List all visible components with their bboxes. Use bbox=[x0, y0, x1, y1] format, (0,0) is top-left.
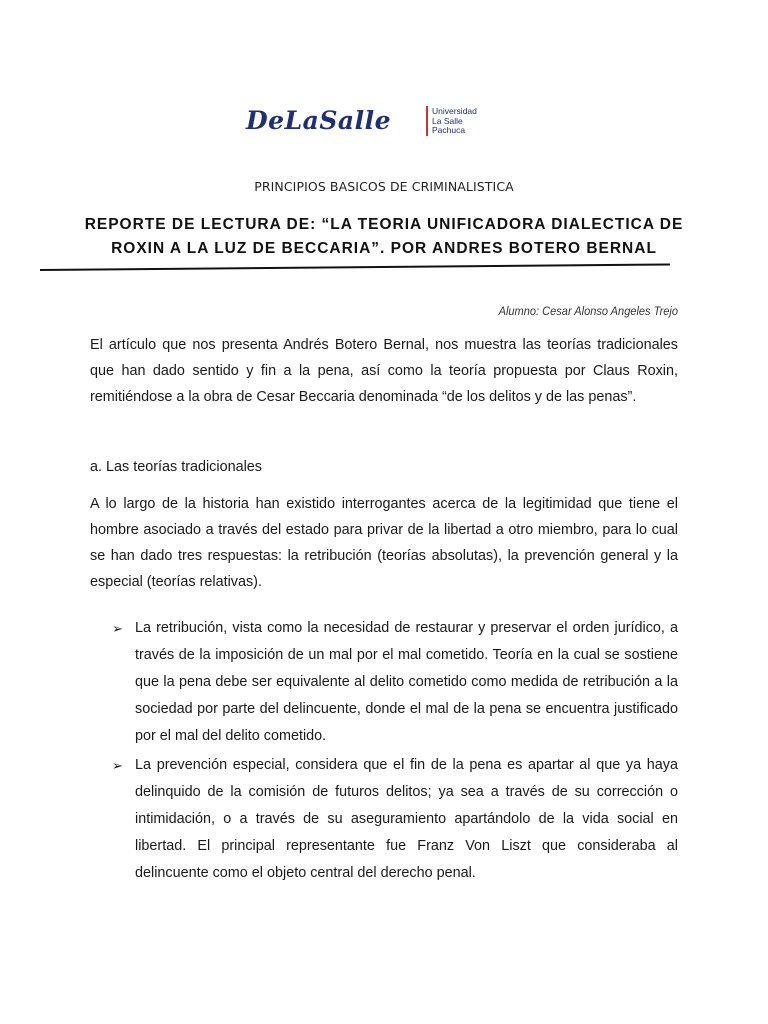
arrow-bullet-icon: ➢ bbox=[112, 621, 123, 636]
course-name: PRINCIPIOS BASICOS DE CRIMINALISTICA bbox=[254, 179, 514, 194]
arrow-bullet-icon: ➢ bbox=[112, 758, 123, 773]
section-paragraph: A lo largo de la historia han existido interrogantes acerca de la legitimidad que tiene el hombre asociado a través del estado para privar de la libertad a otro miembro, para lo cual se han dado tres respuestas: la retribución (teorías absolutas), la prevención general y la especial (teorías relativas). bbox=[90, 496, 678, 590]
logo-script: DeLaSalle bbox=[246, 106, 392, 135]
author-line: Alumno: Cesar Alonso Angeles Trejo bbox=[498, 304, 678, 318]
university-logo bbox=[246, 104, 506, 142]
bullet-list bbox=[90, 615, 678, 889]
list-item bbox=[90, 752, 678, 887]
logo-divider bbox=[426, 106, 428, 136]
report-title: REPORTE DE LECTURA DE: “LA TEORIA UNIFICADORA DIALECTICA DE ROXIN A LA LUZ DE BECCARIA”. POR ANDRES BOTERO BERNAL bbox=[84, 216, 684, 257]
title-rule bbox=[40, 264, 670, 271]
logo-line-2: La Salle bbox=[432, 115, 463, 126]
bullet-text: La prevención especial, considera que el fin de la pena es apartar al que ya haya delinquido de la comisión de futuros delitos; ya sea a través de su corrección o intimidación, o a través de su aseguramiento apartándolo de la vida social en libertad. El principal representante fue Franz Von Liszt que consideraba al delincuente como el objeto central del derecho penal. bbox=[135, 757, 678, 881]
logo-line-3: Pachuca bbox=[432, 125, 466, 135]
list-item bbox=[90, 615, 678, 750]
logo-line-1: Universidad bbox=[432, 106, 477, 116]
logo-text bbox=[432, 107, 477, 136]
bullet-text: La retribución, vista como la necesidad de restaurar y preservar el orden jurídico, a través de la imposición de un mal por el mal cometido. Teoría en la cual se sostiene que la pena debe ser equivalente al delito cometido como medida de retribución a la sociedad por parte del delincuente, donde el mal de la pena se encuentra justificado por el mal del delito cometido. bbox=[135, 620, 678, 744]
section-heading: a. Las teorías tradicionales bbox=[90, 459, 262, 475]
intro-paragraph: El artículo que nos presenta Andrés Botero Bernal, nos muestra las teorías tradicionales que han dado sentido y fin a la pena, así como la teoría propuesta por Claus Roxin, remitiéndose a la obra de Cesar Beccaria denominada “de los delitos y de las penas”. bbox=[90, 337, 678, 405]
